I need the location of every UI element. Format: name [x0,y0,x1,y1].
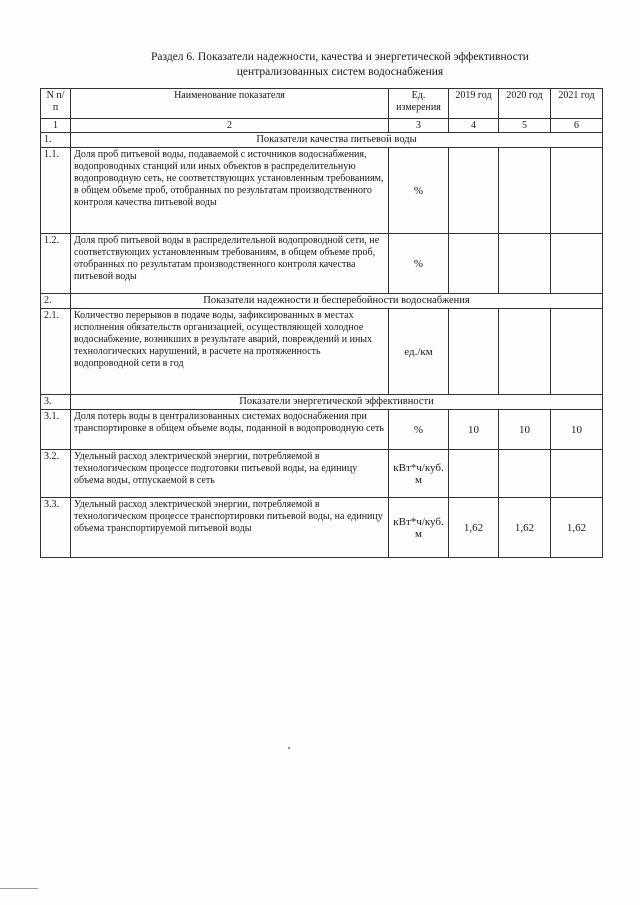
col-number-5: 5 [499,119,551,133]
table-row [41,148,603,234]
row-name: Доля проб питьевой воды в распределительной водопроводной сети, не соответствующих установленным требованиям, в общем объеме проб, отобранных по результатам производственного контроля качества питьевой воды [71,234,389,294]
row-value-2020 [499,234,551,294]
row-num: 3.3. [41,498,71,558]
table-row [41,234,603,294]
row-unit: % [389,410,449,450]
col-number-1: 1 [41,119,71,133]
row-name: Удельный расход электрической энергии, потребляемой в технологическом процессе подготовки питьевой воды, на единицу объема воды, отпускаемой в сеть [71,450,389,498]
row-num: 3.2. [41,450,71,498]
col-number-2: 2 [71,119,389,133]
row-value-2019 [449,234,499,294]
row-name: Удельный расход электрической энергии, потребляемой в технологическом процессе транспортировки питьевой воды, на единицу объема транспортируемой питьевой воды [71,498,389,558]
row-name: Количество перерывов в подаче воды, зафиксированных в местах исполнения обязательств организацией, осуществляющей холодное водоснабжение, возникших в результате аварий, повреждений и иных технологических нарушений, в расчете на протяженность водопроводной сети в год [71,309,389,395]
header-2019: 2019 год [449,89,499,119]
title-line-1: Раздел 6. Показатели надежности, качества и энергетической эффективности [151,51,529,63]
section-row [41,395,603,410]
col-number-4: 4 [449,119,499,133]
table-row [41,498,603,558]
title-line-2: централизованных систем водоснабжения [236,66,444,78]
section-title: Показатели энергетической эффективности [71,395,603,410]
document-title [90,50,590,80]
section-row [41,133,603,148]
row-unit: % [389,148,449,234]
section-row [41,294,603,309]
header-row [41,89,603,119]
col-number-6: 6 [551,119,603,133]
section-num: 2. [41,294,71,309]
row-name: Доля проб питьевой воды, подаваемой с источников водоснабжения, водопроводных станций или иных объектов в распределительную водопроводную сеть, не соответствующих установленным требованиям, в общем объеме проб, отобранных по результатам производственного контроля качества питьевой воды [71,148,389,234]
row-value-2021 [551,309,603,395]
row-num: 2.1. [41,309,71,395]
table-row [41,450,603,498]
column-number-row [41,119,603,133]
table-row [41,309,603,395]
indicators-table [40,88,603,558]
row-name: Доля потерь воды в централизованных системах водоснабжения при транспортировке в общем объеме воды, поданной в водопроводную сеть [71,410,389,450]
row-value-2021 [551,234,603,294]
section-title: Показатели надежности и бесперебойности водоснабжения [71,294,603,309]
row-unit: кВт*ч/куб. м [389,498,449,558]
row-value-2021: 1,62 [551,498,603,558]
row-value-2020 [499,450,551,498]
row-num: 1.2. [41,234,71,294]
row-value-2019 [449,309,499,395]
scan-speck [288,747,290,749]
row-value-2020: 10 [499,410,551,450]
section-title: Показатели качества питьевой воды [71,133,603,148]
header-2021: 2021 год [551,89,603,119]
page-edge-mark [0,888,38,889]
row-unit: ед./км [389,309,449,395]
row-value-2019 [449,148,499,234]
row-value-2020 [499,148,551,234]
header-num: N п/п [41,89,71,119]
col-number-3: 3 [389,119,449,133]
row-value-2020: 1,62 [499,498,551,558]
row-value-2019: 1,62 [449,498,499,558]
section-num: 3. [41,395,71,410]
header-unit: Ед. измерения [389,89,449,119]
row-value-2020 [499,309,551,395]
row-unit: кВт*ч/куб. м [389,450,449,498]
row-value-2021 [551,148,603,234]
section-num: 1. [41,133,71,148]
header-2020: 2020 год [499,89,551,119]
row-unit: % [389,234,449,294]
header-name: Наименование показателя [71,89,389,119]
row-value-2021: 10 [551,410,603,450]
row-num: 3.1. [41,410,71,450]
row-value-2019 [449,450,499,498]
row-value-2021 [551,450,603,498]
row-value-2019: 10 [449,410,499,450]
row-num: 1.1. [41,148,71,234]
table-row [41,410,603,450]
